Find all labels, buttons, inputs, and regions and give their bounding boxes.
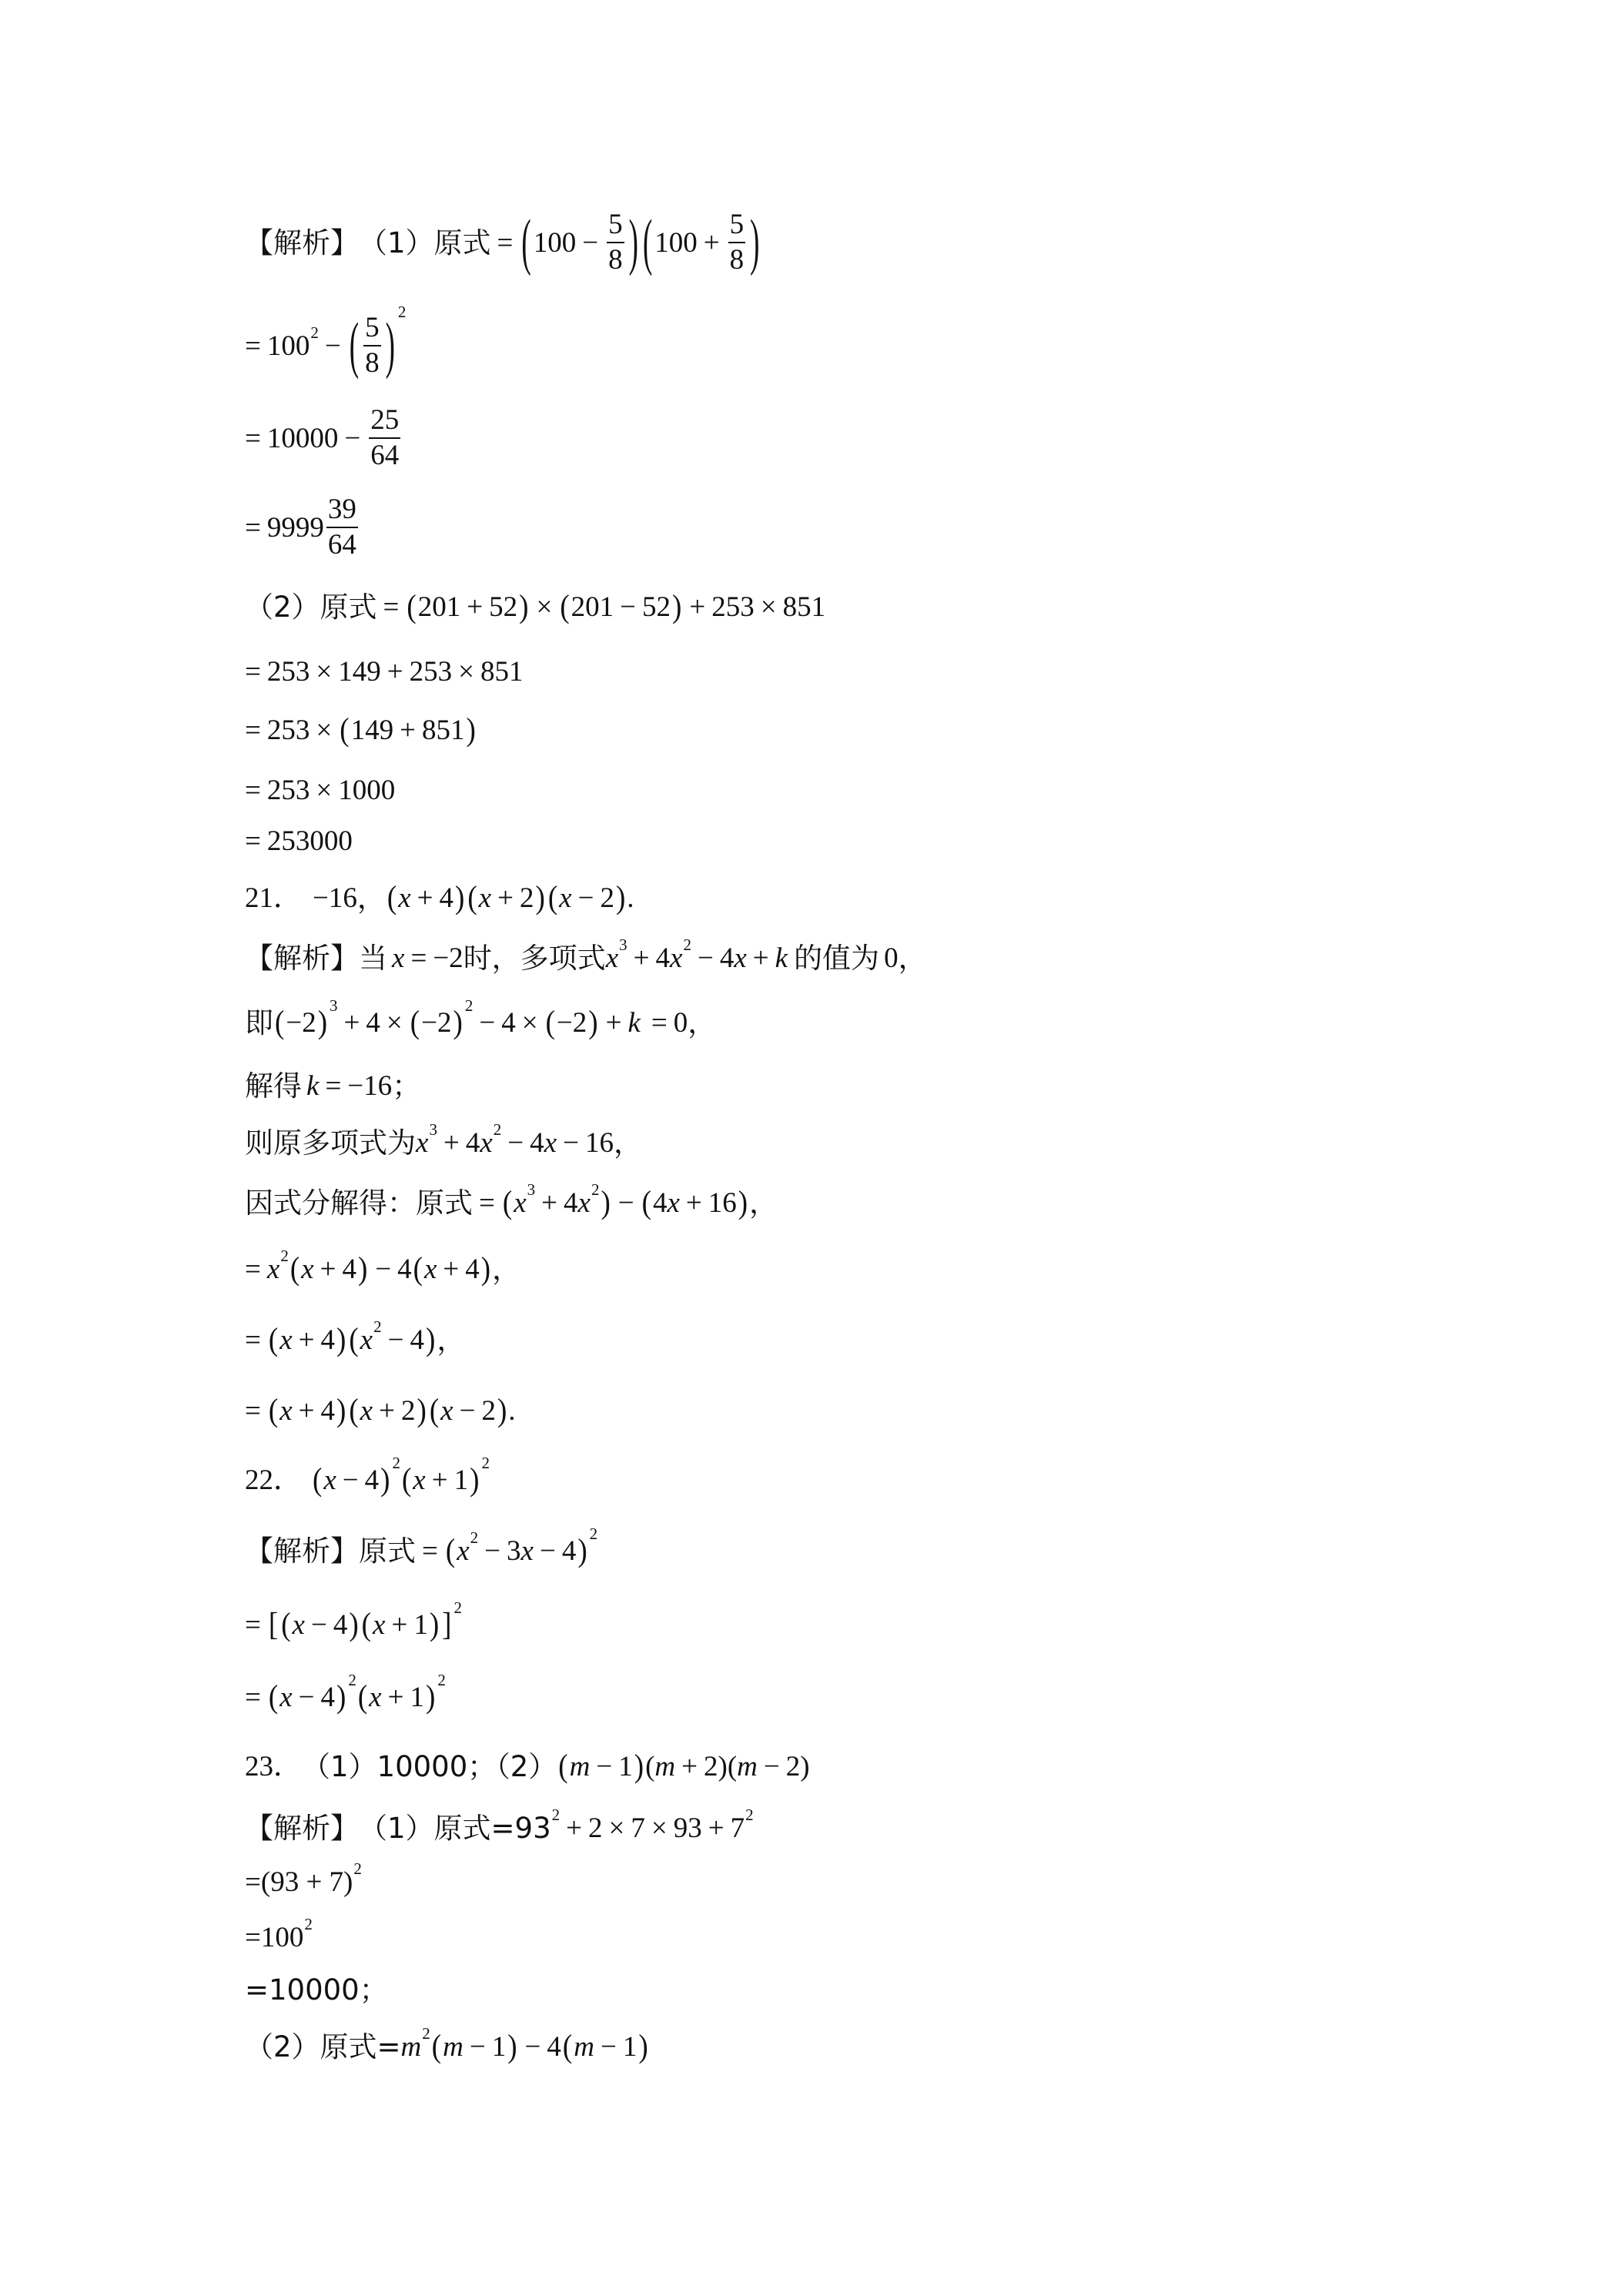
question-21-analysis-2: 即 ( −2 ) $^3$ + 4 × ( −2 ) $^2$ − 4 × ( −2 ) + k = 0 ，	[245, 996, 717, 1042]
fraction: $\frac{39}{64}$	[327, 494, 356, 561]
solution-1-line: 【解析】 （1）原式 = ( 100 − $\frac{5}{8}$ ) ( 100 + $\frac{5}{8}$ )	[245, 207, 760, 278]
question-23-analysis-4: =10000；	[245, 1973, 388, 2006]
question-22-analysis-3: = ( x − 4 ) $^2$ ( x + 1 ) $^2$	[245, 1671, 446, 1716]
question-23-analysis-2: =(93 + 7) $^2$	[245, 1859, 362, 1898]
question-21-analysis-3: 解得 k = −16 ；	[245, 1069, 421, 1103]
question-21-analysis-6: = x $^2$ ( x + 4 ) − 4 ( x + 4 ) ，	[245, 1247, 521, 1288]
fraction: $\frac{5}{8}$	[729, 209, 745, 276]
question-23-analysis-5: （2）原式= m $^2$ ( m − 1 ) − 4 ( m − 1 )	[245, 2024, 648, 2066]
question-22-answer: 22． ( x − 4 ) $^2$ ( x + 1 ) $^2$	[245, 1454, 490, 1499]
solution-1-step-3: = 9999 $\frac{39}{64}$	[245, 494, 356, 561]
question-21-analysis-1: 【解析】 当 x = −2 时，多项式 x $^3$ + 4 x $^2$ − 4 x + k 的值为 0 ，	[245, 935, 927, 975]
solution-2-step-2: = 253 × ( 149 + 851 )	[245, 711, 476, 749]
question-22-analysis-2: = [ ( x − 4 ) ( x + 1 ) ] $^2$	[245, 1598, 462, 1644]
question-21-analysis-5: 因式分解得：原式 = ( x $^3$ + 4 x $^2$ ) − ( 4 x + 16 ) ，	[245, 1180, 778, 1222]
solution-1-step-2: = 10000 − $\frac{25}{64}$	[245, 404, 400, 471]
question-21-analysis-7: = ( x + 4 ) ( x $^2$ − 4 ) ，	[245, 1317, 466, 1359]
question-23-answer: 23． （1）10000；（2） ( m − 1 ) ( m + 2)( m − 2)	[245, 1748, 810, 1786]
solution-1-step-1: = 100 $^2$ − ( $\frac{5}{8}$ ) $^2$	[245, 302, 407, 381]
part-1-label: （1）原式	[359, 226, 491, 259]
analysis-tag: 【解析】	[245, 226, 359, 259]
fraction: $\frac{5}{8}$	[365, 312, 380, 379]
solution-2-step-3: = 253 × 1000	[245, 775, 396, 806]
question-22-analysis-1: 【解析】 原式 = ( x $^2$ − 3 x − 4 ) $^2$	[245, 1525, 598, 1570]
question-21-analysis-8: = ( x + 4 ) ( x + 2 ) ( x − 2 ) .	[245, 1392, 516, 1430]
question-23-analysis-3: =100 $^2$	[245, 1915, 313, 1953]
solution-2-result: = 253000	[245, 825, 353, 857]
fraction: $\frac{5}{8}$	[608, 209, 623, 276]
question-23-analysis-1: 【解析】 （1）原式=93 $^2$ + 2 × 7 × 93 + 7 $^2$	[245, 1806, 754, 1845]
solution-2-line: （2）原式 = ( 201 + 52 ) × ( 201 − 52 ) + 253 × 851	[245, 588, 826, 626]
fraction: $\frac{25}{64}$	[370, 404, 400, 471]
question-21-analysis-4: 则原多项式为 x $^3$ + 4 x $^2$ − 4 x − 16 ，	[245, 1120, 642, 1160]
solution-2-step-1: = 253 × 149 + 253 × 851	[245, 656, 524, 688]
question-21-answer: 21． −16 ， ( x + 4 ) ( x + 2 ) ( x − 2 ) .	[245, 879, 634, 917]
